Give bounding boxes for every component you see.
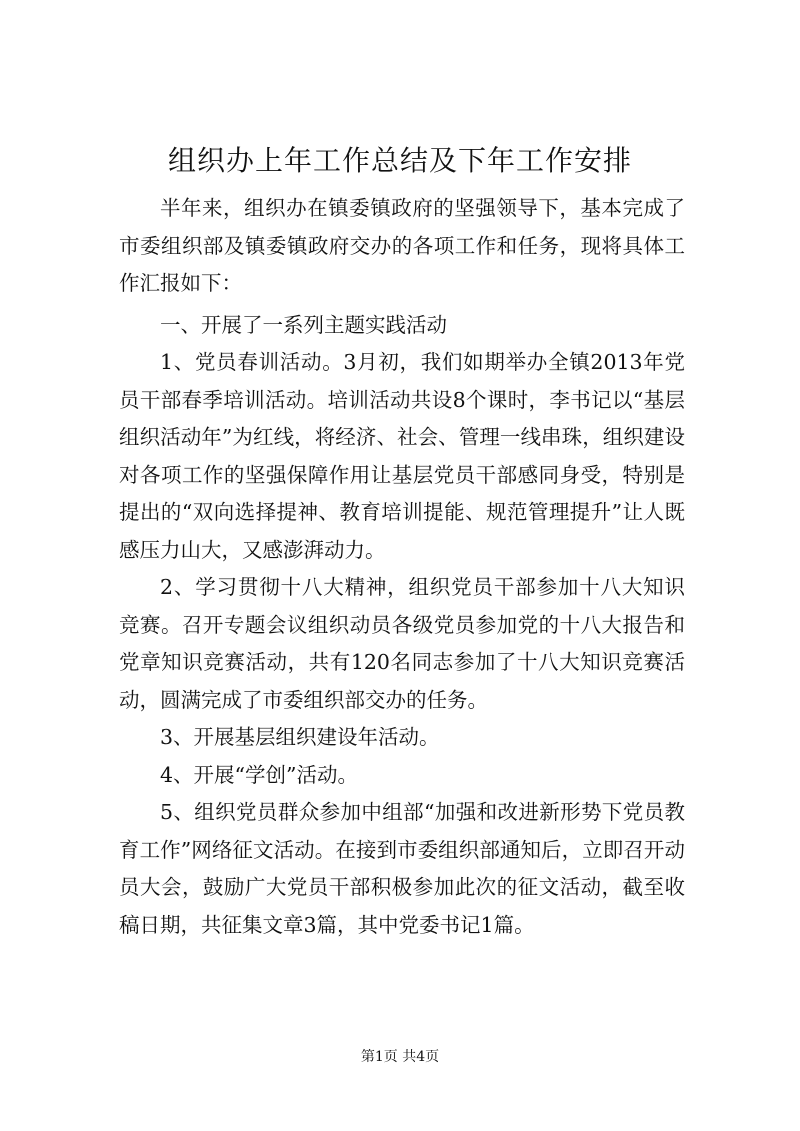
intro-paragraph: 半年来，组织办在镇委镇政府的坚强领导下，基本完成了市委组织部及镇委镇政府交办的各项工作和任务，现将具体工作汇报如下： (119, 196, 685, 295)
item-paragraph-2: 2、学习贯彻十八大精神，组织党员干部参加十八大知识竞赛。召开专题会议组织动员各级党员参加党的十八大报告和党章知识竞赛活动，共有120名同志参加了十八大知识竞赛活动，圆满完成了市委组织部交办的任务。 (119, 575, 685, 712)
item-paragraph-3: 3、开展基层组织建设年活动。 (160, 725, 440, 749)
item-paragraph-4: 4、开展“学创”活动。 (160, 762, 359, 787)
page-number-footer: 第1页 共4页 (360, 1049, 440, 1065)
section-heading: 一、开展了一系列主题实践活动 (160, 312, 447, 337)
document-title: 组织办上年工作总结及下年工作安排 (167, 144, 632, 177)
item-paragraph-5: 5、组织党员群众参加中组部“加强和改进新形势下党员教育工作”网络征文活动。在接到市委组织部通知后，立即召开动员大会，鼓励广大党员干部积极参加此次的征文活动，截至收稿日期，共征集文章3篇，其中党委书记1篇。 (119, 800, 685, 937)
item-paragraph-1: 1、党员春训活动。3月初，我们如期举办全镇2013年党员干部春季培训活动。培训活动共设8个课时，李书记以“基层组织活动年”为红线，将经济、社会、管理一线串珠，组织建设对各项工作的坚强保障作用让基层党员干部感同身受，特别是提出的“双向选择提神、教育培训提能、规范管理提升”让人既感压力山大，又感澎湃动力。 (119, 350, 685, 562)
document-body (119, 190, 685, 944)
